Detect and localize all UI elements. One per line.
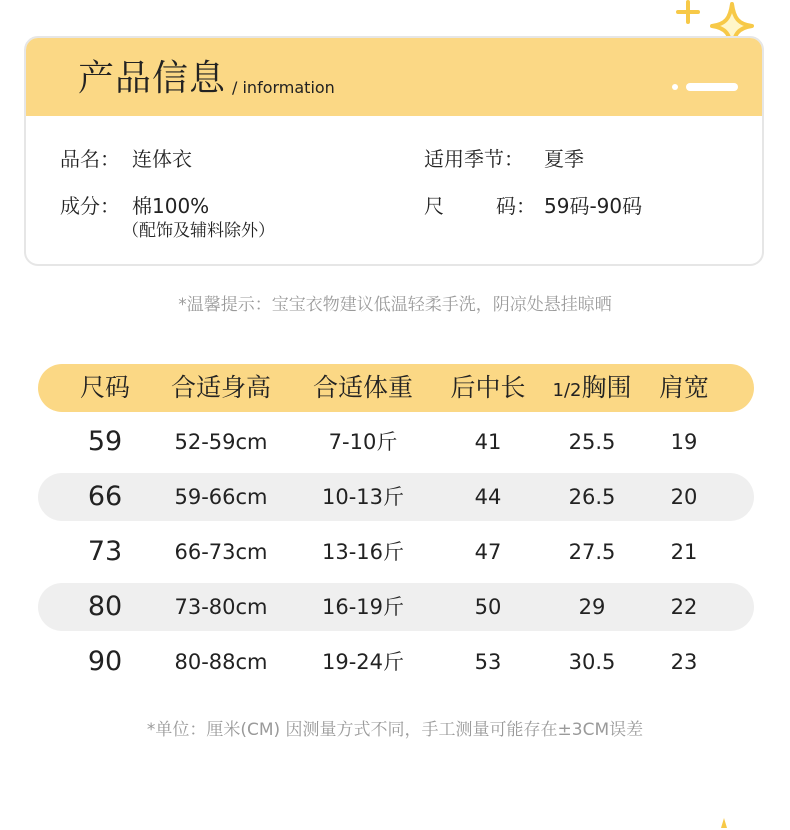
- cell-shoulder: 22: [670, 595, 698, 619]
- card-header: [26, 38, 762, 116]
- cell-height: 73-80cm: [174, 595, 268, 619]
- cell-height: 80-88cm: [174, 650, 268, 674]
- size-label-first: 尺: [424, 194, 444, 218]
- table-row: [38, 473, 754, 521]
- table-row: [38, 583, 754, 631]
- material-value: 棉100%: [132, 194, 210, 218]
- cell-half-chest: 25.5: [568, 430, 616, 454]
- cell-half-chest: 27.5: [568, 540, 616, 564]
- cell-size: 73: [87, 536, 123, 567]
- size-label-second: 码：: [496, 194, 536, 218]
- table-row: [38, 528, 754, 576]
- header-line-decoration: [686, 83, 738, 91]
- cell-shoulder: 21: [670, 540, 698, 564]
- cell-height: 59-66cm: [174, 485, 268, 509]
- cell-back-length: 50: [474, 595, 502, 619]
- cell-weight: 19-24斤: [321, 650, 405, 674]
- season-value: 夏季: [544, 147, 584, 171]
- cell-half-chest: 29: [578, 595, 606, 619]
- cell-back-length: 47: [474, 540, 502, 564]
- header-weight: 合适体重: [312, 373, 414, 402]
- size-table: [38, 364, 754, 686]
- table-row: [38, 638, 754, 686]
- cell-half-chest: 26.5: [568, 485, 616, 509]
- name-label: 品名：: [60, 147, 120, 171]
- card-subtitle: / information: [232, 78, 335, 97]
- cell-shoulder: 23: [670, 650, 698, 674]
- name-value: 连体衣: [132, 147, 192, 171]
- material-label: 成分：: [60, 194, 120, 218]
- cell-size: 59: [87, 426, 123, 457]
- header-shoulder: 肩宽: [658, 373, 710, 402]
- cell-back-length: 44: [474, 485, 502, 509]
- header-size: 尺码: [79, 373, 131, 402]
- table-header: [38, 364, 754, 412]
- cell-size: 80: [87, 591, 123, 622]
- cell-weight: 10-13斤: [321, 485, 405, 509]
- header-height: 合适身高: [170, 373, 272, 402]
- care-tip: *温馨提示：宝宝衣物建议低温轻柔手洗，阴凉处悬挂晾晒: [178, 295, 612, 315]
- cell-weight: 16-19斤: [321, 595, 405, 619]
- header-dot-decoration: [672, 84, 678, 90]
- cell-height: 52-59cm: [174, 430, 268, 454]
- table-row: [38, 418, 754, 466]
- header-back-length: 后中长: [450, 373, 526, 402]
- product-info-card: [24, 36, 764, 266]
- size-range-value: 59码-90码: [544, 194, 643, 218]
- header-half-chest: [553, 364, 632, 412]
- season-label: 适用季节：: [424, 147, 524, 171]
- cell-back-length: 41: [474, 430, 502, 454]
- cell-shoulder: 20: [670, 485, 698, 509]
- cell-size: 90: [87, 646, 123, 677]
- card-title: 产品信息: [78, 58, 227, 99]
- cell-half-chest: 30.5: [568, 650, 616, 674]
- cell-shoulder: 19: [670, 430, 698, 454]
- sparkle-corner-icon: [714, 818, 734, 830]
- cell-weight: 7-10斤: [328, 430, 398, 454]
- cell-back-length: 53: [474, 650, 502, 674]
- cell-height: 66-73cm: [174, 540, 268, 564]
- material-note: （配饰及辅料除外）: [122, 221, 275, 241]
- cell-weight: 13-16斤: [321, 540, 405, 564]
- unit-note: *单位：厘米(CM) 因测量方式不同，手工测量可能存在±3CM误差: [146, 720, 644, 740]
- cell-size: 66: [87, 481, 123, 512]
- header-half-chest-label: 胸围: [581, 373, 632, 402]
- header-half-chest-fraction: 1/2: [552, 380, 582, 401]
